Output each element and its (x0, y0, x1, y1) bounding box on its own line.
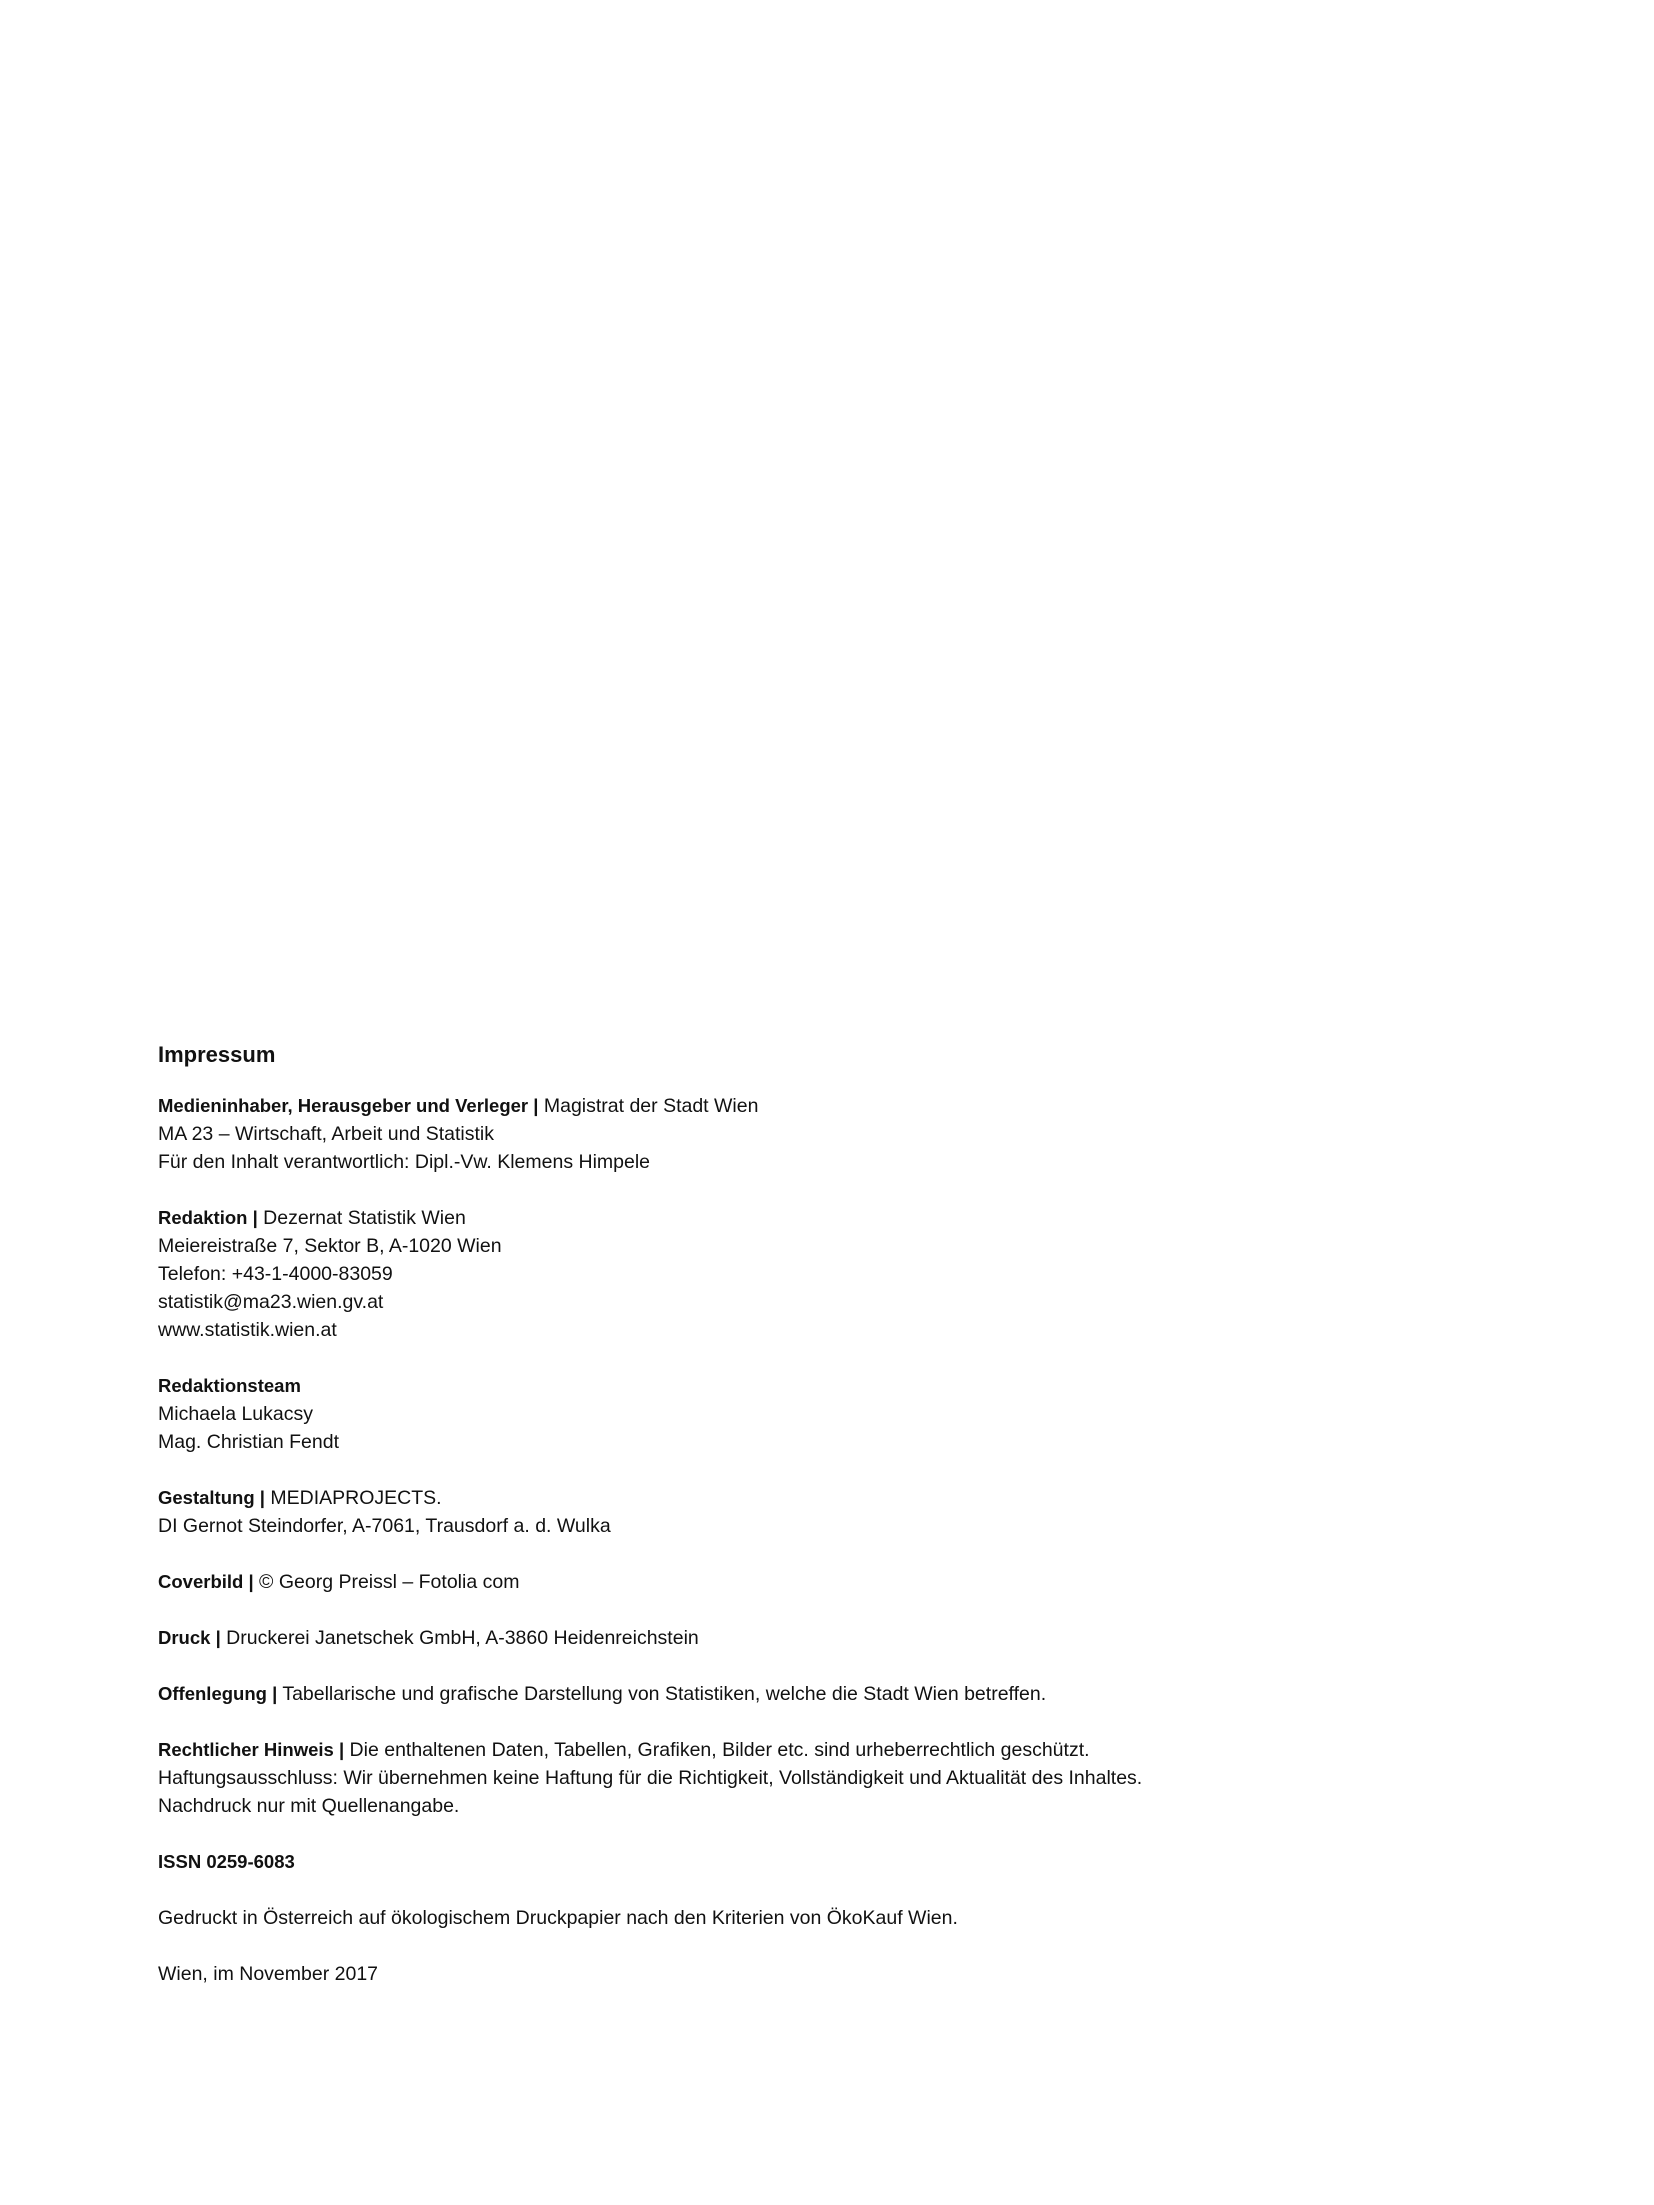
block-label: Coverbild | (158, 1571, 254, 1592)
block-label: Druck | (158, 1627, 221, 1648)
impressum-block (158, 1736, 1538, 1820)
block-label: Rechtlicher Hinweis | (158, 1739, 345, 1760)
block-text: Wien, im November 2017 (158, 1963, 379, 1985)
block-line: Telefon: +43-1-4000-83059 (158, 1263, 393, 1285)
block-label: Offenlegung | (158, 1683, 278, 1704)
block-label: Gestaltung | (158, 1487, 265, 1508)
block-line: MA 23 – Wirtschaft, Arbeit und Statistik (158, 1123, 494, 1145)
block-label: Medieninhaber, Herausgeber und Verleger | (158, 1095, 539, 1116)
block-line: statistik@ma23.wien.gv.at (158, 1291, 384, 1313)
block-text: Magistrat der Stadt Wien (538, 1095, 759, 1117)
block-text: Tabellarische und grafische Darstellung von Statistiken, welche die Stadt Wien betreffen. (277, 1683, 1047, 1705)
impressum-block (158, 1680, 1538, 1708)
impressum-block (158, 1624, 1538, 1652)
impressum-block (158, 1960, 1538, 1988)
block-first-line (158, 1568, 1538, 1596)
impressum-block (158, 1372, 1538, 1456)
block-first-line (158, 1960, 1538, 1988)
impressum-block (158, 1848, 1538, 1876)
impressum-blocks (158, 1092, 1538, 1988)
block-text: Gedruckt in Österreich auf ökologischem Druckpapier nach den Kriterien von ÖkoKauf Wien. (158, 1907, 958, 1929)
block-text: Druckerei Janetschek GmbH, A-3860 Heidenreichstein (220, 1627, 699, 1649)
block-first-line (158, 1204, 1538, 1232)
block-text: MEDIAPROJECTS. (264, 1487, 442, 1509)
block-label: ISSN 0259-6083 (158, 1851, 295, 1872)
block-label: Redaktion | (158, 1207, 258, 1228)
impressum-title: Impressum (158, 1042, 276, 1067)
block-first-line (158, 1736, 1538, 1764)
block-first-line (158, 1624, 1538, 1652)
impressum-block (158, 1568, 1538, 1596)
block-text: Die enthaltenen Daten, Tabellen, Grafiken, Bilder etc. sind urheberrechtlich geschützt. (344, 1739, 1090, 1761)
block-first-line (158, 1680, 1538, 1708)
block-first-line (158, 1904, 1538, 1932)
impressum-section (158, 1040, 1538, 2016)
block-line: www.statistik.wien.at (158, 1319, 337, 1341)
block-line: Meiereistraße 7, Sektor B, A-1020 Wien (158, 1235, 502, 1257)
block-line: Nachdruck nur mit Quellenangabe. (158, 1795, 460, 1817)
impressum-block (158, 1204, 1538, 1344)
impressum-block (158, 1484, 1538, 1540)
block-first-line (158, 1484, 1538, 1512)
block-label: Redaktionsteam (158, 1375, 301, 1396)
block-first-line (158, 1848, 1538, 1876)
block-first-line (158, 1372, 1538, 1400)
block-text: Dezernat Statistik Wien (257, 1207, 466, 1229)
block-line: Für den Inhalt verantwortlich: Dipl.-Vw. Klemens Himpele (158, 1151, 651, 1173)
block-text: © Georg Preissl – Fotolia com (253, 1571, 520, 1593)
block-line: Mag. Christian Fendt (158, 1431, 339, 1453)
block-line: DI Gernot Steindorfer, A-7061, Trausdorf a. d. Wulka (158, 1515, 611, 1537)
block-line: Haftungsausschluss: Wir übernehmen keine Haftung für die Richtigkeit, Vollständigkeit und Aktualität des Inhaltes. (158, 1767, 1143, 1789)
block-line: Michaela Lukacsy (158, 1403, 313, 1425)
impressum-block (158, 1092, 1538, 1176)
impressum-block (158, 1904, 1538, 1932)
block-first-line (158, 1092, 1538, 1120)
